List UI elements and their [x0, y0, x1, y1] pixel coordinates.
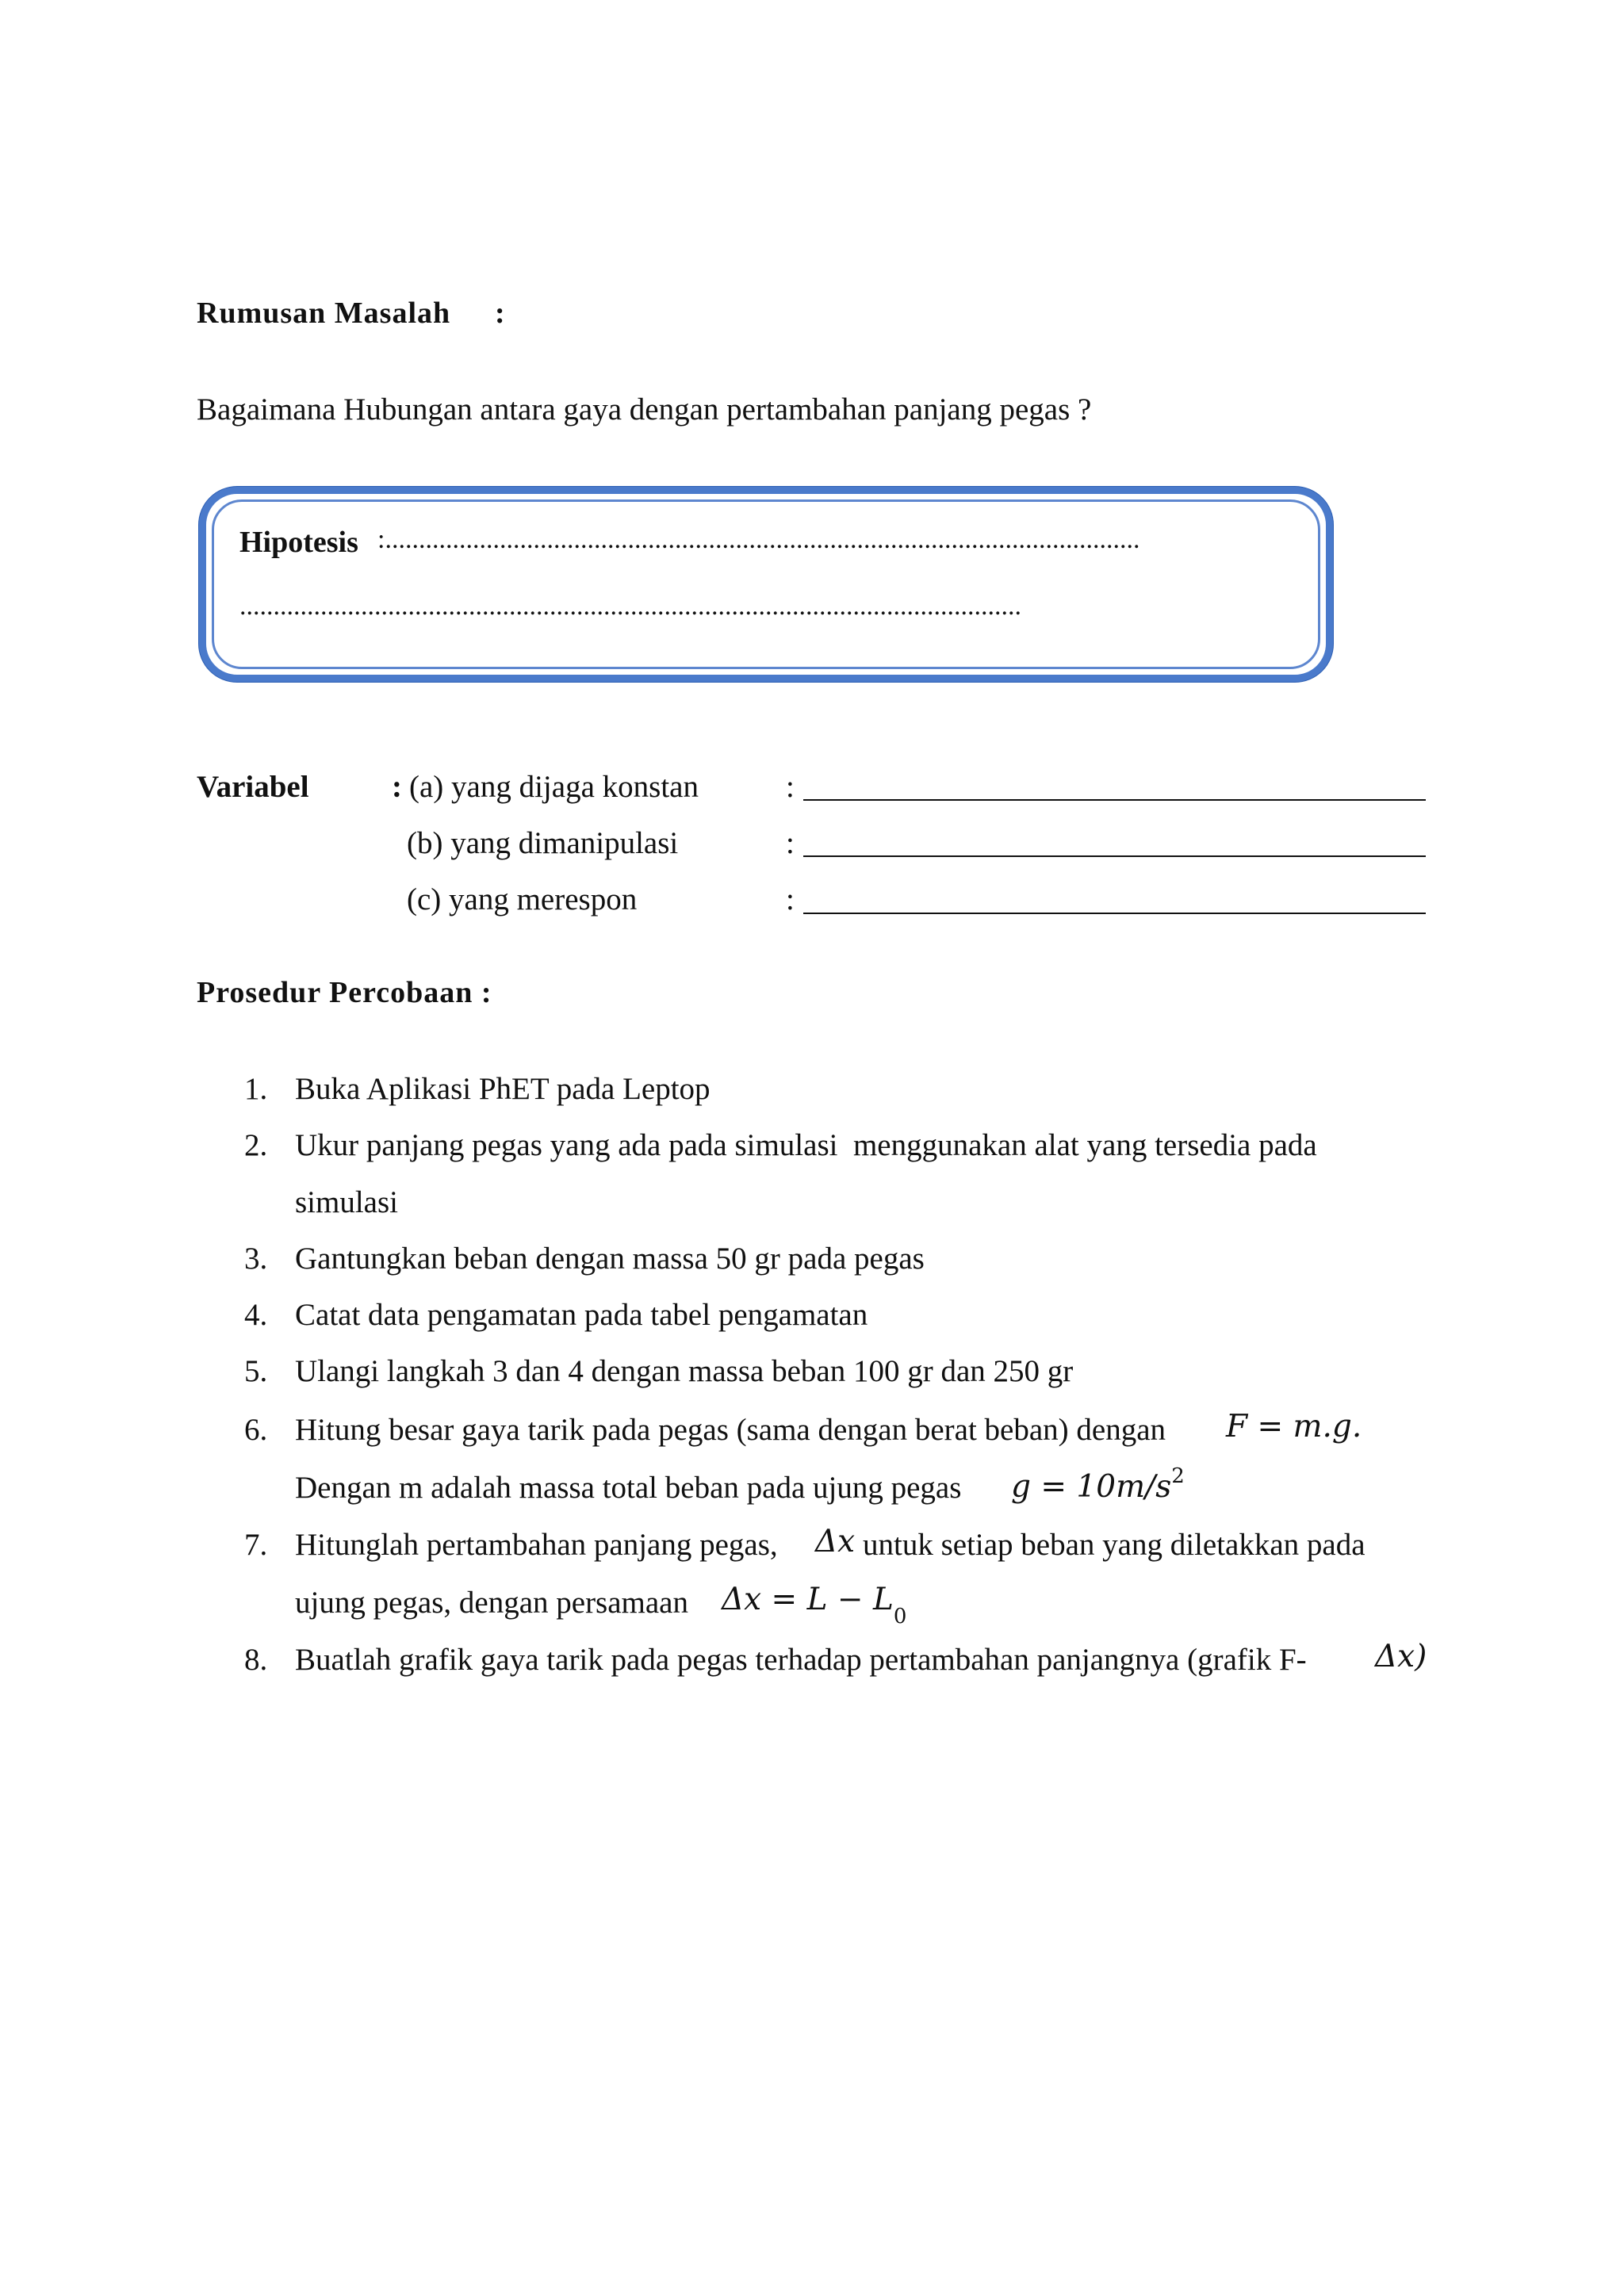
step-number-5: 5. — [244, 1354, 268, 1388]
gravity-equation — [1011, 1464, 1185, 1505]
delta-x-equation-subscript: 0 — [893, 1604, 907, 1628]
step-text-6-line-1: Hitung besar gaya tarik pada pegas (sama dengan berat beban) dengan — [295, 1413, 1166, 1447]
step-number-7: 7. — [244, 1528, 268, 1562]
step-text-7-line-1a: Hitunglah pertambahan panjang pegas, — [295, 1528, 778, 1562]
step-text-7-line-1b: untuk setiap beban yang diletakkan pada — [863, 1528, 1365, 1562]
variabel-respon-label: (c) yang merespon — [407, 882, 638, 916]
prosedur-heading: Prosedur Percobaan : — [197, 976, 492, 1009]
gravity-equation-exponent: 2 — [1171, 1464, 1185, 1488]
step-text-5: Ulangi langkah 3 dan 4 dengan massa beban 100 gr dan 250 gr — [295, 1354, 1074, 1388]
step-number-8: 8. — [244, 1643, 268, 1677]
variabel-manipulasi-label: (b) yang dimanipulasi — [407, 826, 679, 860]
variabel-konstan-answer-line[interactable] — [803, 799, 1426, 801]
variabel-konstan-colon: : — [786, 770, 795, 804]
rumusan-masalah-colon: : — [495, 297, 505, 330]
step-text-3: Gantungkan beban dengan massa 50 gr pada pegas — [295, 1242, 925, 1276]
step-text-4: Catat data pengamatan pada tabel pengamatan — [295, 1298, 868, 1332]
step-text-2-line-2: simulasi — [295, 1185, 399, 1219]
step-text-8: Buatlah grafik gaya tarik pada pegas terhadap pertambahan panjangnya (grafik F- — [295, 1643, 1307, 1677]
step-number-6: 6. — [244, 1413, 268, 1447]
research-question: Bagaimana Hubungan antara gaya dengan pertambahan panjang pegas ? — [197, 392, 1092, 427]
variabel-colon: : — [392, 770, 402, 804]
step-number-2: 2. — [244, 1128, 268, 1162]
hipotesis-label: Hipotesis — [239, 526, 358, 559]
force-equation: F = m.g. — [1226, 1409, 1362, 1445]
gravity-equation-unit: m/s — [1116, 1469, 1172, 1505]
hipotesis-answer-line-2[interactable]: .................................................................................................................... — [239, 591, 1021, 621]
hipotesis-answer-line-1[interactable]: :................................................................................................................ — [377, 525, 1140, 554]
step-number-1: 1. — [244, 1072, 268, 1106]
variabel-respon-answer-line[interactable] — [803, 913, 1426, 914]
delta-x-equation — [722, 1582, 907, 1628]
delta-x-symbol: Δx — [815, 1524, 856, 1559]
gravity-equation-lhs: g = 10 — [1011, 1469, 1116, 1505]
step-text-7-line-2: ujung pegas, dengan persamaan — [295, 1586, 688, 1620]
step-text-2-line-1: Ukur panjang pegas yang ada pada simulasi menggunakan alat yang tersedia pada — [295, 1128, 1317, 1162]
variabel-manipulasi-answer-line[interactable] — [803, 855, 1426, 857]
step-text-6-line-2: Dengan m adalah massa total beban pada ujung pegas — [295, 1471, 962, 1505]
variabel-konstan-label: (a) yang dijaga konstan — [409, 770, 699, 804]
hipotesis-box — [199, 487, 1333, 682]
variabel-label: Variabel — [197, 770, 309, 804]
delta-x-equation-main: Δx = L − L — [722, 1582, 894, 1617]
step-number-3: 3. — [244, 1242, 268, 1276]
variabel-respon-colon: : — [786, 882, 795, 916]
step-text-1: Buka Aplikasi PhET pada Leptop — [295, 1072, 710, 1106]
graph-delta-x: Δx) — [1375, 1639, 1427, 1674]
variabel-manipulasi-colon: : — [786, 826, 795, 860]
rumusan-masalah-heading: Rumusan Masalah — [197, 297, 451, 330]
step-number-4: 4. — [244, 1298, 268, 1332]
